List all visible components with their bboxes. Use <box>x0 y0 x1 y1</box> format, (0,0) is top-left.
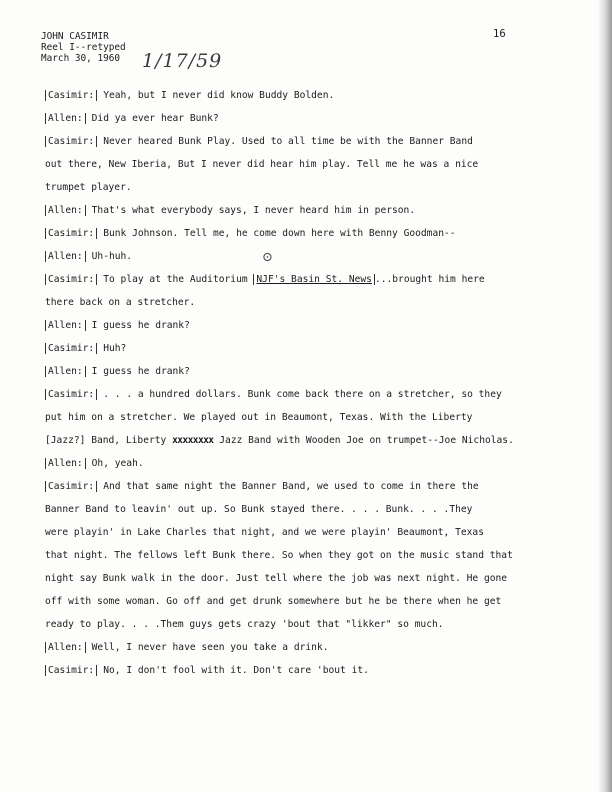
line-text: To play at the Auditorium <box>103 274 248 285</box>
transcript-line <box>45 458 144 469</box>
transcript-line <box>45 481 479 492</box>
transcript-line <box>45 527 484 538</box>
speaker-label: Casimir: <box>45 90 97 101</box>
transcript-line <box>45 642 328 653</box>
page-number: 16 <box>493 28 506 40</box>
speaker-label: Allen: <box>45 205 86 216</box>
interview-date: March 30, 1960 <box>41 53 121 64</box>
transcript-line <box>45 113 219 124</box>
speaker-label: Casimir: <box>45 228 97 239</box>
line-text: night say Bunk walk in the door. Just tell where the job was next night. He gone <box>45 573 508 584</box>
line-text: there back on a stretcher. <box>45 297 196 308</box>
editorial-note <box>253 274 375 285</box>
speaker-label: Casimir: <box>45 136 97 147</box>
line-text: Oh, yeah. <box>91 458 144 469</box>
line-text: Never heared Bunk Play. Used to all time be with the Banner Band <box>103 136 473 147</box>
transcript-line <box>45 343 126 354</box>
line-text: Banner Band to leavin' out up. So Bunk stayed there. . . . Bunk. . . .They <box>45 504 473 515</box>
transcript-line <box>45 435 514 446</box>
line-text: I guess he drank? <box>91 320 190 331</box>
line-text: Uh-huh. <box>91 251 133 262</box>
line-text: Huh? <box>103 343 127 354</box>
transcript-line <box>45 596 501 607</box>
speaker-label: Casimir: <box>45 389 97 400</box>
speaker-label: Allen: <box>45 251 86 262</box>
speaker-label: Allen: <box>45 642 86 653</box>
speaker-label: Casimir: <box>45 343 97 354</box>
transcript-line <box>45 136 473 147</box>
interviewee-name: JOHN CASIMIR <box>41 31 109 42</box>
transcript-line <box>45 90 334 101</box>
page-edge-shadow <box>598 0 612 792</box>
line-text: Bunk Johnson. Tell me, he come down here with Benny Goodman-- <box>103 228 456 239</box>
transcript-line <box>45 205 415 216</box>
transcript-line <box>45 274 485 285</box>
handwritten-mark-icon: ⊙ <box>262 250 273 265</box>
transcript-line <box>45 412 472 423</box>
line-text: Yeah, but I never did know Buddy Bolden. <box>103 90 335 101</box>
line-text: That's what everybody says, I never heard him in person. <box>91 205 416 216</box>
transcript-line <box>45 297 195 308</box>
speaker-label: Casimir: <box>45 481 97 492</box>
transcript-line <box>45 251 132 262</box>
editorial-note-text: NJF's Basin St. News <box>256 274 372 285</box>
line-text-before: [Jazz?] Band, Liberty <box>45 435 167 446</box>
transcript-line <box>45 504 472 515</box>
transcript-line <box>45 366 190 377</box>
transcript-line <box>45 573 507 584</box>
line-text: I guess he drank? <box>91 366 190 377</box>
transcript-line <box>45 228 456 239</box>
line-text-after: ...brought him here <box>374 274 485 285</box>
speaker-label: Allen: <box>45 458 86 469</box>
line-text: off with some woman. Go off and get drunk somewhere but he be there when he get <box>45 596 502 607</box>
line-text: that night. The fellows left Bunk there. So when they got on the music stand that <box>45 550 513 561</box>
handwritten-date: 1/17/59 <box>142 50 223 72</box>
line-text: out there, New Iberia, But I never did hear him play. Tell me he was a nice <box>45 159 479 170</box>
reel-label: Reel I--retyped <box>41 42 126 53</box>
speaker-label: Allen: <box>45 113 86 124</box>
transcript-line <box>45 665 369 676</box>
line-text: . . . a hundred dollars. Bunk come back there on a stretcher, so they <box>103 389 502 400</box>
transcript-line <box>45 389 502 400</box>
line-text: Did ya ever hear Bunk? <box>91 113 219 124</box>
transcript-line <box>45 550 513 561</box>
struck-out-text: xxxxxxxx <box>172 435 214 446</box>
speaker-label: Casimir: <box>45 665 97 676</box>
speaker-label: Casimir: <box>45 274 97 285</box>
transcript-line <box>45 182 132 193</box>
line-text: ready to play. . . .Them guys gets crazy 'bout that "likker" so much. <box>45 619 444 630</box>
page-header <box>41 31 126 64</box>
transcript-line <box>45 320 190 331</box>
line-text: put him on a stretcher. We played out in Beaumont, Texas. With the Liberty <box>45 412 473 423</box>
speaker-label: Allen: <box>45 320 86 331</box>
transcript-line <box>45 159 478 170</box>
line-text: trumpet player. <box>45 182 132 193</box>
line-text: were playin' in Lake Charles that night, and we were playin' Beaumont, Texas <box>45 527 484 538</box>
line-text: Jazz Band with Wooden Joe on trumpet--Joe Nicholas. <box>219 435 514 446</box>
line-text: No, I don't fool with it. Don't care 'bout it. <box>103 665 369 676</box>
line-text: And that same night the Banner Band, we used to come in there the <box>103 481 479 492</box>
line-text: Well, I never have seen you take a drink. <box>91 642 329 653</box>
transcript-line <box>45 619 444 630</box>
speaker-label: Allen: <box>45 366 86 377</box>
